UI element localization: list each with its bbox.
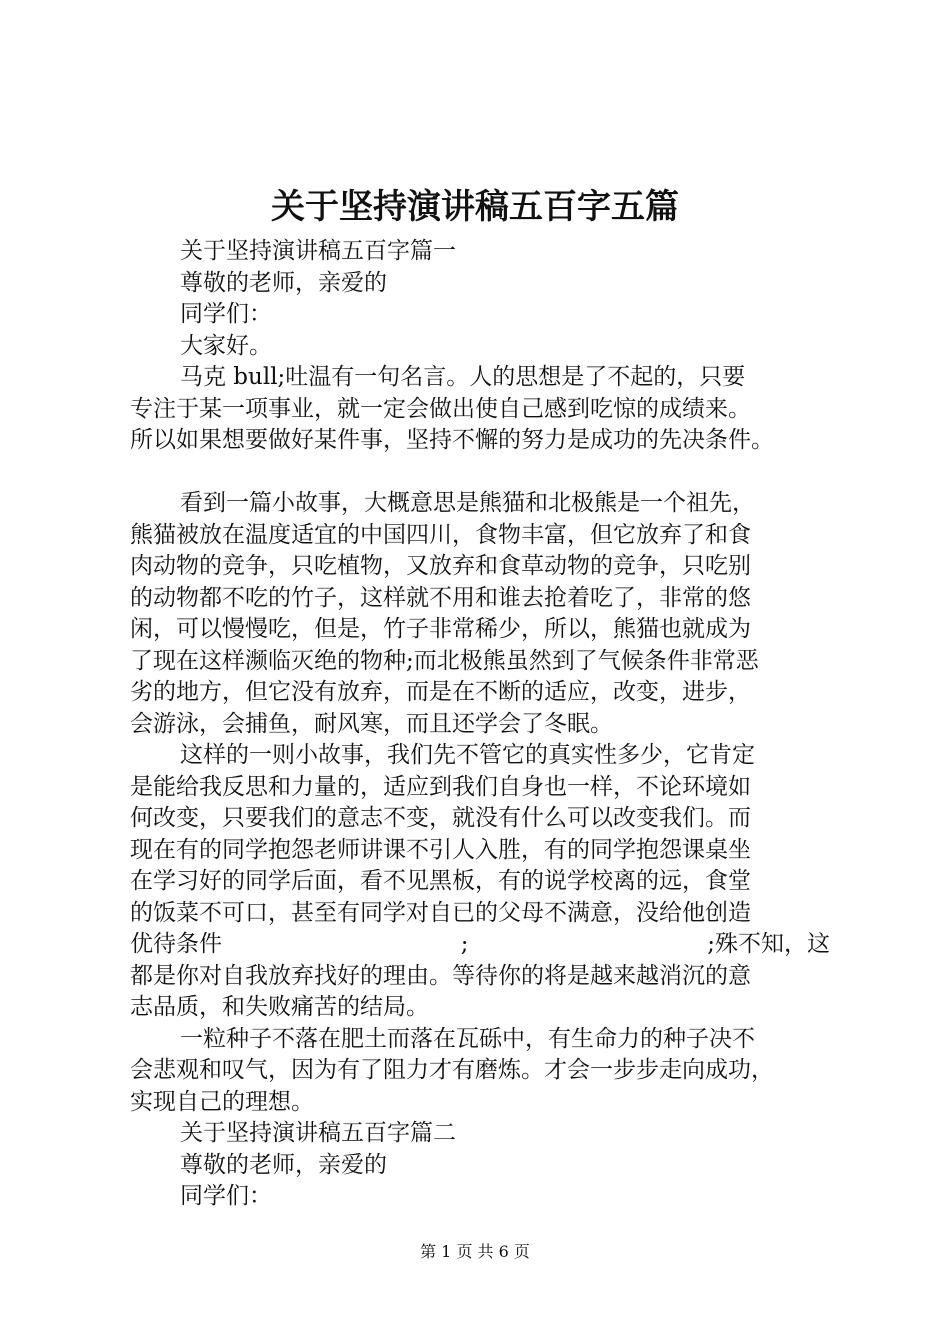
text-line: 这样的一则小故事，我们先不管它的真实性多少，它肯定 <box>180 742 755 768</box>
paragraph-gap <box>130 457 830 489</box>
text-line: 关于坚持演讲稿五百字篇一 <box>180 238 456 264</box>
text-line: 的饭菜不可口，甚至有同学对自已的父母不满意，没给他创造 <box>130 899 751 926</box>
document-title: 关于坚持演讲稿五百字五篇 <box>271 187 679 227</box>
text-line: 闲，可以慢慢吃，但是，竹子非常稀少，所以，熊猫也就成为 <box>130 616 751 642</box>
text-line: 肉动物的竞争，只吃植物，又放弃和食草动物的竞争，只吃别 <box>130 553 751 579</box>
text-line: 一粒种子不落在肥土而落在瓦砾中，有生命力的种子决不 <box>180 1025 755 1052</box>
text-line: 专注于某一项事业，就一定会做出使自己感到吃惊的成绩来。 <box>130 395 751 422</box>
text-line: 马克 bull;吐温有一句名言。人的思想是了不起的，只要 <box>180 364 746 390</box>
text-line: 何改变，只要我们的意志不变，就没有什么可以改变我们。而 <box>130 805 751 831</box>
text-line: 会悲观和叹气，因为有了阻力才有磨炼。才会一步步走向成功， <box>130 1057 774 1083</box>
text-line: 都是你对自我放弃找好的理由。等待你的将是越来越消沉的意 <box>130 962 751 989</box>
text-line: 是能给我反思和力量的，适应到我们自身也一样，不论环境如 <box>130 773 751 800</box>
text-line: 在学习好的同学后面，看不见黑板，有的说学校离的远，食堂 <box>130 868 751 894</box>
page-footer: 第 1 页 共 6 页 <box>420 1242 530 1261</box>
text-line: 尊敬的老师，亲爱的 <box>180 1151 387 1178</box>
document-body <box>130 236 830 1213</box>
justified-line <box>130 929 830 961</box>
text-line: 劣的地方，但它没有放弃，而是在不断的适应，改变，进步， <box>130 679 751 705</box>
text-line: 尊敬的老师，亲爱的 <box>180 269 387 296</box>
line-segment: 优待条件 <box>130 931 222 957</box>
text-line: 现在有的同学抱怨老师讲课不引人入胜，有的同学抱怨课桌坐 <box>130 836 751 863</box>
text-line: 同学们： <box>180 1183 272 1209</box>
text-line: 志品质，和失败痛苦的结局。 <box>130 994 429 1020</box>
text-line: 同学们： <box>180 301 272 327</box>
text-line: 的动物都不吃的竹子，这样就不用和谁去抢着吃了，非常的悠 <box>130 584 751 611</box>
text-line: 了现在这样濒临灭绝的物种;而北极熊虽然到了气候条件非常恶 <box>130 647 759 674</box>
text-line: 所以如果想要做好某件事，坚持不懈的努力是成功的先决条件。 <box>130 427 774 453</box>
text-line: 大家好。 <box>180 332 272 359</box>
text-line: 会游泳，会捕鱼，耐风寒，而且还学会了冬眠。 <box>130 710 613 737</box>
text-line: 实现自己的理想。 <box>130 1088 314 1115</box>
line-segment: ;殊不知，这 <box>707 931 830 957</box>
text-line: 熊猫被放在温度适宜的中国四川，食物丰富，但它放弃了和食 <box>130 521 751 548</box>
text-line: 关于坚持演讲稿五百字篇二 <box>180 1120 456 1146</box>
line-segment: ; <box>460 931 469 957</box>
text-line: 看到一篇小故事，大概意思是熊猫和北极熊是一个祖先， <box>180 490 755 516</box>
